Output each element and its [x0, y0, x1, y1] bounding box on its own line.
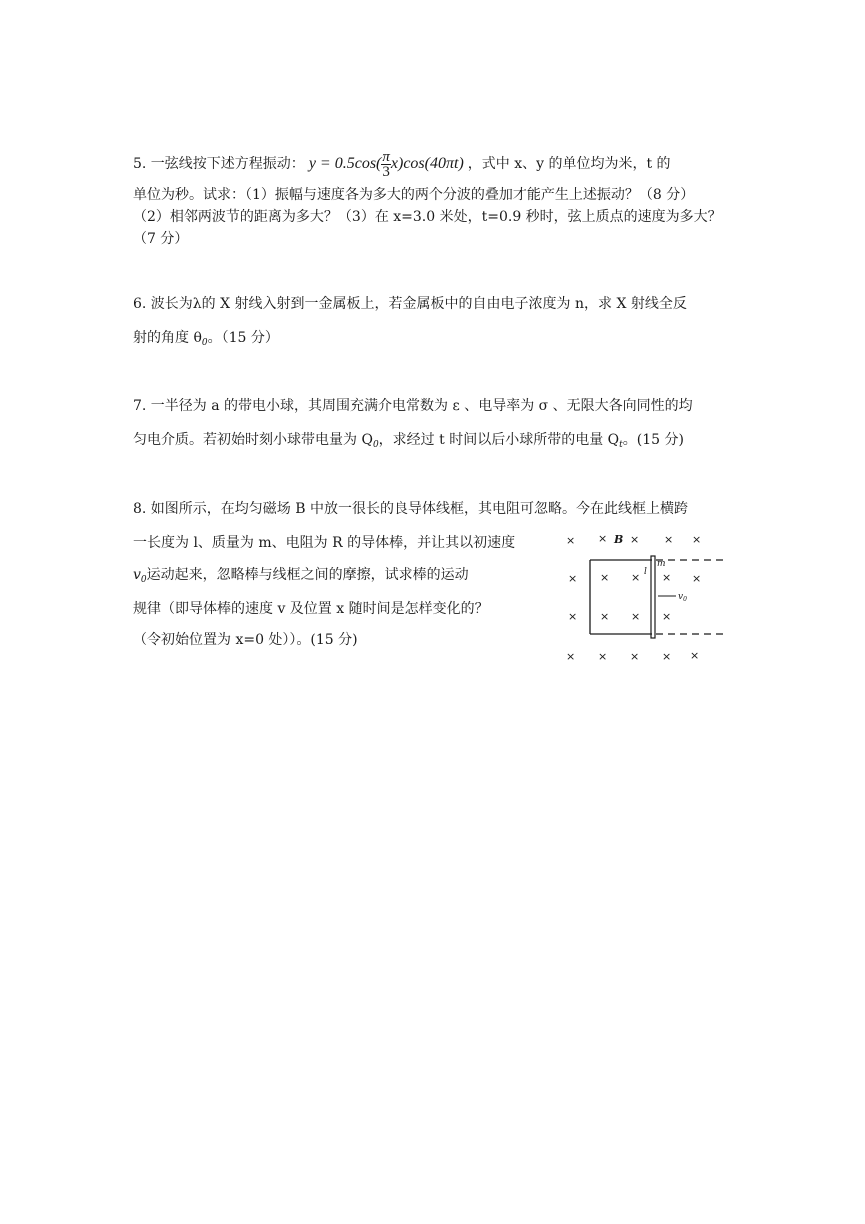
fraction-numerator: π — [382, 149, 390, 165]
q7-line2-c: 。(15 分) — [622, 432, 684, 448]
formula-part-rest: x)cos(40πt) — [390, 155, 464, 173]
field-cross: × — [568, 610, 578, 623]
field-cross: × — [600, 610, 610, 623]
field-cross: × — [598, 650, 608, 663]
label-l: l — [644, 567, 647, 577]
field-cross: × — [568, 572, 578, 585]
q8-line3-post: 运动起来，忽略棒与线框之间的摩擦，试求棒的运动 — [146, 567, 469, 583]
field-cross: × — [662, 571, 672, 584]
q8-line5: （令初始位置为 x=0 处））。(15 分) — [133, 632, 358, 648]
q5-line4: （7 分） — [133, 231, 189, 247]
field-cross: × — [566, 650, 576, 663]
label-m: m — [657, 559, 666, 569]
q7-qt-sub: t — [619, 440, 623, 450]
q6-theta-sub: 0 — [201, 338, 208, 348]
q7-q0-sub: 0 — [372, 440, 379, 450]
field-cross: × — [630, 533, 640, 546]
q6-line2-pre: 射的角度 θ — [133, 330, 202, 346]
q8-line3 — [133, 565, 469, 590]
q8-v-sub: 0 — [140, 575, 147, 585]
label-b: B — [614, 533, 624, 546]
q7-line2 — [133, 430, 684, 455]
conductor-rod — [651, 556, 655, 638]
q8-line4: 规律（即导体棒的速度 v 及位置 x 随时间是怎样变化的？ — [133, 601, 489, 617]
field-cross: × — [630, 650, 640, 663]
q6-line2-post: 。（15 分） — [207, 330, 279, 346]
field-cross: × — [690, 649, 700, 662]
field-cross: × — [664, 533, 674, 546]
q5-lead: 5. 一弦线按下述方程振动： — [133, 156, 305, 173]
magnetic-field-figure — [556, 526, 741, 668]
field-cross: × — [600, 571, 610, 584]
q6-line1: 6. 波长为λ的 X 射线入射到一金属板上，若金属板中的自由电子浓度为 n，求 X 射线全反 — [133, 296, 687, 312]
label-v-sub: 0 — [683, 596, 687, 603]
conducting-frame — [590, 560, 724, 634]
field-cross: × — [662, 610, 672, 623]
q7-line2-a: 匀电介质。若初始时刻小球带电量为 Q — [133, 432, 373, 448]
q8-v-symbol: v — [133, 567, 141, 583]
q8-line1: 8. 如图所示，在均匀磁场 B 中放一很长的良导体线框，其电阻可忽略。今在此线框上横跨 — [133, 501, 688, 517]
q5-line1 — [133, 150, 671, 179]
field-cross: × — [598, 532, 608, 545]
field-cross: × — [631, 571, 641, 584]
field-cross: × — [566, 534, 576, 547]
label-v: v — [678, 592, 684, 602]
q5-after-formula: ，式中 x、y 的单位均为米，t 的 — [467, 156, 671, 173]
formula-fraction — [381, 150, 391, 179]
formula-part-y: y = 0.5cos( — [308, 155, 382, 173]
field-cross: × — [692, 533, 702, 546]
q7-line2-b: ，求经过 t 时间以后小球所带的电量 Q — [378, 432, 620, 448]
field-cross: × — [692, 572, 702, 585]
label-v0 — [678, 592, 687, 603]
q8-line2: 一长度为 l、质量为 m、电阻为 R 的导体棒，并让其以初速度 — [133, 535, 516, 551]
field-cross: × — [662, 650, 672, 663]
q5-line3: （2）相邻两波节的距离为多大？（3）在 x=3.0 米处，t=0.9 秒时，弦上质点的速度为多大？ — [133, 209, 722, 225]
fraction-denominator: 3 — [382, 164, 390, 180]
q5-formula — [309, 150, 464, 179]
field-cross: × — [631, 610, 641, 623]
q5-line2: 单位为秒。试求：（1）振幅与速度各为多大的两个分波的叠加才能产生上述振动？（8 分） — [133, 187, 695, 203]
q6-line2 — [133, 328, 279, 353]
q7-line1: 7. 一半径为 a 的带电小球，其周围充满介电常数为 ε 、电导率为 σ 、无限大各向同性的均 — [133, 398, 693, 414]
